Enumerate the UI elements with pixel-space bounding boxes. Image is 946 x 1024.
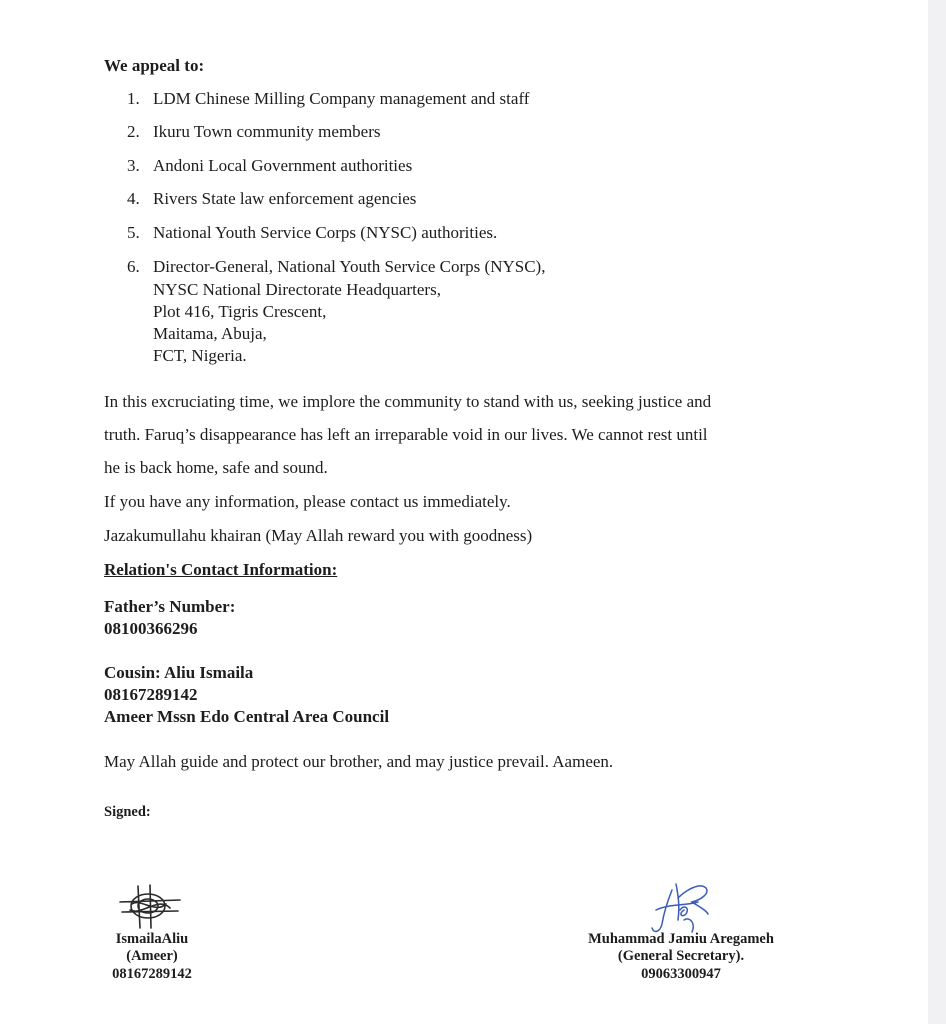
cousin-number: 08167289142 xyxy=(104,685,198,704)
right-signatory-phone: 09063300947 xyxy=(641,966,721,982)
list-item-line: Maitama, Abuja, xyxy=(153,324,267,343)
list-item-line: Plot 416, Tigris Crescent, xyxy=(153,302,327,321)
left-signature-mark xyxy=(118,884,184,930)
list-item: National Youth Service Corps (NYSC) authorities. xyxy=(153,223,498,242)
list-item-line: NYSC National Directorate Headquarters, xyxy=(153,280,441,299)
list-item: Ikuru Town community members xyxy=(153,122,381,141)
list-item-line: Director-General, National Youth Service Corps (NYSC), xyxy=(153,257,546,276)
father-number: 08100366296 xyxy=(104,619,198,638)
scroll-gutter xyxy=(928,0,946,1024)
cousin-label: Cousin: Aliu Ismaila xyxy=(104,663,254,682)
list-number: 5. xyxy=(127,223,140,242)
list-item: Rivers State law enforcement agencies xyxy=(153,189,417,208)
list-number: 2. xyxy=(127,122,140,141)
signed-label: Signed: xyxy=(104,804,151,820)
appeal-heading: We appeal to: xyxy=(104,56,205,75)
blessing: Jazakumullahu khairan (May Allah reward you with goodness) xyxy=(104,526,533,545)
father-label: Father’s Number: xyxy=(104,597,236,616)
contact-heading: Relation's Contact Information: xyxy=(104,560,338,579)
closing-line: May Allah guide and protect our brother, and may justice prevail. Aameen. xyxy=(104,752,614,771)
list-item: Andoni Local Government authorities xyxy=(153,156,413,175)
right-signatory-role: (General Secretary). xyxy=(617,948,745,964)
list-item: LDM Chinese Milling Company management and staff xyxy=(153,89,530,108)
list-item-line: FCT, Nigeria. xyxy=(153,346,247,365)
paragraph-line: In this excruciating time, we implore the community to stand with us, seeking justice and xyxy=(104,392,712,411)
list-number: 1. xyxy=(127,89,140,108)
left-signatory-name: IsmailaAliu xyxy=(115,931,189,947)
paragraph-line: truth. Faruq’s disappearance has left an irreparable void in our lives. We cannot rest until xyxy=(104,425,708,444)
list-number: 3. xyxy=(127,156,140,175)
left-signatory-role: (Ameer) xyxy=(126,948,178,964)
list-number: 6. xyxy=(127,257,140,276)
left-signatory-phone: 08167289142 xyxy=(112,966,192,982)
cousin-role: Ameer Mssn Edo Central Area Council xyxy=(104,707,390,726)
right-signatory-name: Muhammad Jamiu Aregameh xyxy=(588,931,774,947)
list-number: 4. xyxy=(127,189,140,208)
contact-request: If you have any information, please contact us immediately. xyxy=(104,492,511,511)
paragraph-line: he is back home, safe and sound. xyxy=(104,458,328,477)
